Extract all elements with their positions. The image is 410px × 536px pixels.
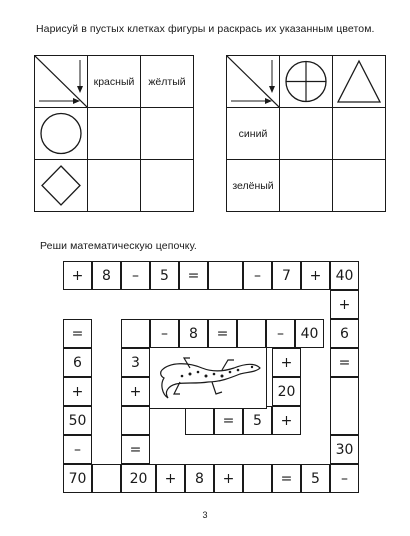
chain-cell: + <box>214 464 243 493</box>
chain-answer-cell[interactable] <box>208 261 243 290</box>
chain-cell: = <box>272 464 301 493</box>
circle-icon <box>35 108 87 159</box>
diagonal-corner-cell <box>227 56 280 108</box>
shape-color-grid-left <box>34 55 194 212</box>
chain-cell: + <box>272 348 301 377</box>
chain-cell: – <box>63 435 92 464</box>
diagonal-arrows-icon <box>35 56 87 107</box>
chain-cell: + <box>301 261 330 290</box>
chain-cell: 5 <box>150 261 179 290</box>
page-number: 3 <box>202 510 208 520</box>
circle-cross-icon <box>280 56 332 107</box>
chain-cell: + <box>330 290 359 319</box>
chain-cell: = <box>179 261 208 290</box>
chain-cell: 70 <box>63 464 92 493</box>
empty-cell[interactable] <box>141 108 194 160</box>
chain-answer-cell[interactable] <box>92 464 121 493</box>
chain-cell: – <box>121 261 150 290</box>
chain-cell: = <box>121 435 150 464</box>
instruction-shapes: Нарисуй в пустых клетках фигуры и раскрась их указанным цветом. <box>36 23 375 35</box>
header-shape-triangle <box>333 56 386 108</box>
diamond-icon <box>35 160 87 211</box>
chain-cell: 30 <box>330 435 359 464</box>
chain-cell: 40 <box>295 319 324 348</box>
chain-cell: = <box>214 406 243 435</box>
empty-cell[interactable] <box>333 160 386 212</box>
chain-cell: – <box>266 319 295 348</box>
instruction-chain: Реши математическую цепочку. <box>40 240 197 252</box>
empty-cell[interactable] <box>280 160 333 212</box>
row-shape-circle <box>35 108 88 160</box>
lizard-icon <box>150 348 266 408</box>
chain-cell: – <box>243 261 272 290</box>
chain-cell: + <box>156 464 185 493</box>
chain-cell: = <box>63 319 92 348</box>
chain-cell: 6 <box>63 348 92 377</box>
chain-cell: = <box>330 348 359 377</box>
lizard-picture <box>149 347 267 409</box>
chain-answer-cell[interactable] <box>243 464 272 493</box>
chain-cell: 8 <box>185 464 214 493</box>
chain-cell: 50 <box>63 406 92 435</box>
empty-cell[interactable] <box>88 160 141 212</box>
chain-cell: 3 <box>121 348 150 377</box>
diagonal-arrows-icon <box>227 56 279 107</box>
chain-answer-cell[interactable] <box>121 406 150 435</box>
header-red: красный <box>88 56 141 108</box>
chain-cell: – <box>150 319 179 348</box>
chain-cell: 7 <box>272 261 301 290</box>
row-label-blue: синий <box>227 108 280 160</box>
empty-cell[interactable] <box>141 160 194 212</box>
chain-cell: – <box>330 464 359 493</box>
chain-cell: 5 <box>301 464 330 493</box>
chain-cell: + <box>272 406 301 435</box>
chain-answer-cell[interactable] <box>121 319 150 348</box>
empty-cell[interactable] <box>333 108 386 160</box>
chain-cell: 40 <box>330 261 359 290</box>
chain-cell: = <box>208 319 237 348</box>
shape-color-grid-right <box>226 55 386 212</box>
chain-cell: + <box>121 377 150 406</box>
chain-cell: 6 <box>330 319 359 348</box>
header-yellow: жёлтый <box>141 56 194 108</box>
chain-cell: 20 <box>272 377 301 406</box>
chain-cell: 8 <box>179 319 208 348</box>
row-shape-diamond <box>35 160 88 212</box>
chain-cell: + <box>63 261 92 290</box>
triangle-icon <box>333 56 385 107</box>
chain-cell: 8 <box>92 261 121 290</box>
row-label-green: зелёный <box>227 160 280 212</box>
diagonal-corner-cell <box>35 56 88 108</box>
chain-cell: 5 <box>243 406 272 435</box>
chain-answer-cell[interactable] <box>330 377 359 435</box>
header-shape-circle-cross <box>280 56 333 108</box>
chain-cell: + <box>63 377 92 406</box>
empty-cell[interactable] <box>280 108 333 160</box>
empty-cell[interactable] <box>88 108 141 160</box>
chain-answer-cell[interactable] <box>237 319 266 348</box>
chain-answer-cell[interactable] <box>185 406 214 435</box>
chain-cell: 20 <box>121 464 156 493</box>
